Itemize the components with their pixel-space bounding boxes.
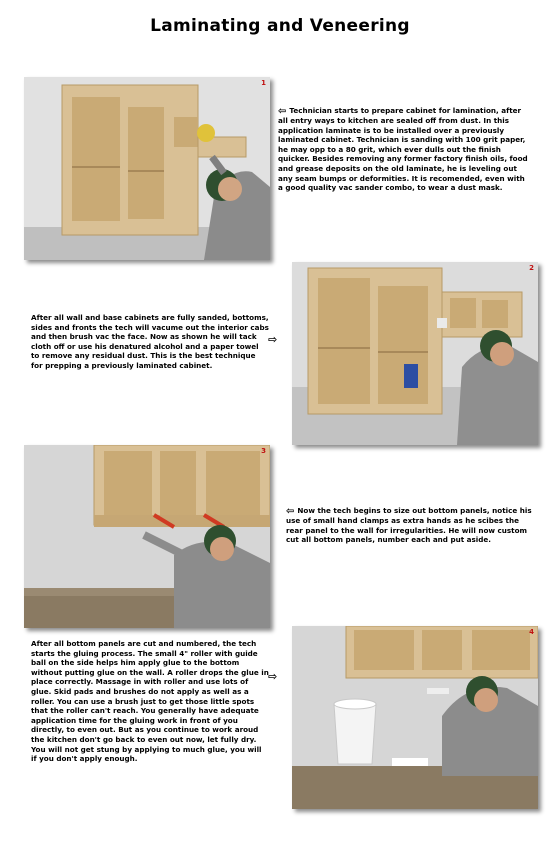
arrow-left-icon: ⇦: [278, 106, 287, 117]
step-number: 3: [261, 447, 266, 455]
step-3-text: [286, 506, 532, 545]
step-4-description: After all bottom panels are cut and numbered, the tech starts the gluing process. The small 4" roller with guide ball on the side helps him apply glue to the bottom without putting glue on the wall. A roller drops the glue in place correctly. Massage in with roller and use lots of glue. Skid pads and brushes do not apply as well as a roller. You can use a brush just to get those little spots that the roller can't reach. You generally have adequate application time for the gluing work in front of you directly, to even out. But as you continue to work aroud the kitchen don't go back to even out now, let fully dry. You will not get stung by applying to much glue, you will if you don't apply enough.: [31, 639, 269, 764]
step-number: 4: [529, 628, 534, 636]
arrow-right-icon: ⇨: [268, 670, 278, 683]
photo-4-image: [292, 626, 538, 809]
photo-step-1: [24, 77, 270, 260]
photo-1-image: [24, 77, 270, 260]
step-1-text: [278, 106, 530, 193]
photo-2-image: [292, 262, 538, 445]
arrow-left-icon: ⇦: [286, 506, 295, 517]
step-1-description: Technician starts to prepare cabinet for lamination, after all entry ways to kitchen are sealed off from dust. In this application laminate is to be installed over a previously laminated cabinet. Technician is sanding with 100 grit paper, he may opp to a 80 grit, which ever dulls out the finish quicker. Besides removing any former factory finish oils, food and grease deposits on the old laminate, he is leveling out any seam bumps or deformities. It is recomended, even with a good quality vac sander combo, to wear a dust mask.: [278, 106, 528, 193]
page-title: Laminating and Veneering: [150, 16, 410, 36]
photo-step-4: [292, 626, 538, 809]
step-number: 1: [261, 79, 266, 87]
step-number: 2: [529, 264, 534, 272]
photo-step-3: [24, 445, 270, 628]
photo-step-2: [292, 262, 538, 445]
step-3-description: Now the tech begins to size out bottom panels, notice his use of small hand clamps as extra hands as he scibes the rear panel to the wall for irregularities. He will now custom cut all bottom panels, number each and put aside.: [286, 506, 532, 545]
arrow-right-icon: ⇨: [268, 333, 278, 346]
step-4-text: [31, 639, 269, 764]
photo-3-image: [24, 445, 270, 628]
step-2-text: [31, 313, 269, 371]
step-2-description: After all wall and base cabinets are fully sanded, bottoms, sides and fronts the tech will vacume out the interior cabs and then brush vac the face. Now as shown he will tack cloth off or use his denatured alcohol and a paper towel to remove any residual dust. This is the best technique for prepping a previously laminated cabinet.: [31, 313, 269, 370]
